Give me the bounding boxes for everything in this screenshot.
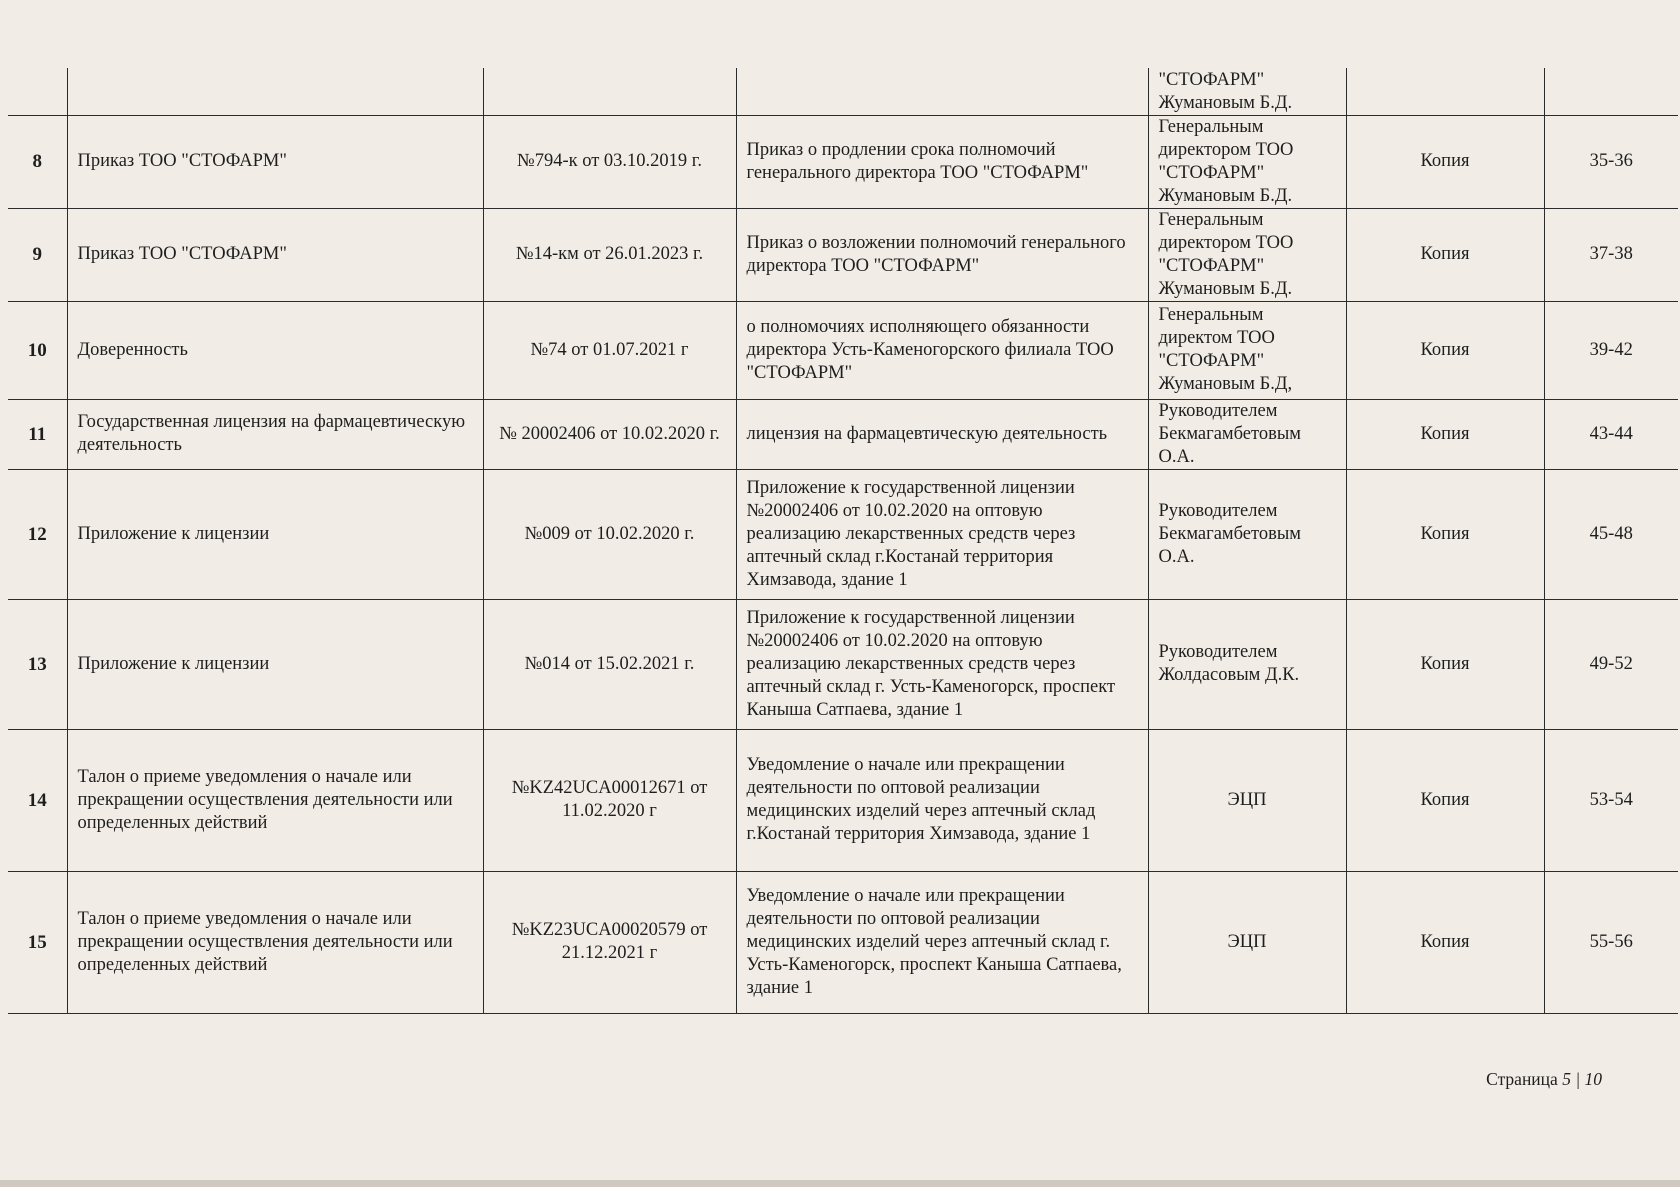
cell-reg: №KZ42UCA00012671 от 11.02.2020 г bbox=[483, 729, 736, 871]
cell-form: Копия bbox=[1346, 871, 1544, 1013]
cell-desc: о полномочиях исполняющего обязанности директора Усть-Каменогорского филиала ТОО "СТОФАРМ" bbox=[736, 301, 1148, 399]
cell-reg bbox=[483, 68, 736, 115]
cell-desc: Приложение к государственной лицензии №20002406 от 10.02.2020 на оптовую реализацию лекарственных средств через аптечный склад г.Костанай территория Химзавода, здание 1 bbox=[736, 469, 1148, 599]
cell-desc bbox=[736, 68, 1148, 115]
cell-reg: №014 от 15.02.2021 г. bbox=[483, 599, 736, 729]
cell-desc: Уведомление о начале или прекращении деятельности по оптовой реализации медицинских изделий через аптечный склад г.Костанай территория Химзавода, здание 1 bbox=[736, 729, 1148, 871]
cell-name: Талон о приеме уведомления о начале или прекращении осуществления деятельности или определенных действий bbox=[67, 871, 483, 1013]
cell-num: 8 bbox=[8, 115, 67, 208]
cell-reg: №74 от 01.07.2021 г bbox=[483, 301, 736, 399]
cell-form: Копия bbox=[1346, 399, 1544, 469]
cell-desc: Приказ о продлении срока полномочий генерального директора ТОО "СТОФАРМ" bbox=[736, 115, 1148, 208]
cell-signer: Генеральным директором ТОО "СТОФАРМ" Жумановым Б.Д. bbox=[1148, 115, 1346, 208]
page-total: 10 bbox=[1584, 1069, 1602, 1089]
cell-signer: ЭЦП bbox=[1148, 729, 1346, 871]
cell-reg: №009 от 10.02.2020 г. bbox=[483, 469, 736, 599]
table-row bbox=[8, 399, 1678, 469]
table-row bbox=[8, 871, 1678, 1013]
cell-num: 14 bbox=[8, 729, 67, 871]
cell-form: Копия bbox=[1346, 729, 1544, 871]
cell-form: Копия bbox=[1346, 301, 1544, 399]
cell-name: Приказ ТОО "СТОФАРМ" bbox=[67, 208, 483, 301]
cell-form bbox=[1346, 68, 1544, 115]
registry-table-body bbox=[8, 68, 1678, 1013]
table-row bbox=[8, 599, 1678, 729]
cell-pages: 43-44 bbox=[1544, 399, 1678, 469]
cell-pages: 49-52 bbox=[1544, 599, 1678, 729]
cell-desc: Уведомление о начале или прекращении деятельности по оптовой реализации медицинских изделий через аптечный склад г. Усть-Каменогорск, проспект Каныша Сатпаева, здание 1 bbox=[736, 871, 1148, 1013]
cell-form: Копия bbox=[1346, 599, 1544, 729]
cell-pages: 39-42 bbox=[1544, 301, 1678, 399]
cell-pages: 35-36 bbox=[1544, 115, 1678, 208]
cell-pages: 45-48 bbox=[1544, 469, 1678, 599]
cell-num: 9 bbox=[8, 208, 67, 301]
table-row bbox=[8, 208, 1678, 301]
cell-signer: "СТОФАРМ" Жумановым Б.Д. bbox=[1148, 68, 1346, 115]
table-row bbox=[8, 115, 1678, 208]
page-footer bbox=[1486, 1069, 1602, 1090]
cell-name: Доверенность bbox=[67, 301, 483, 399]
cell-reg: №14-км от 26.01.2023 г. bbox=[483, 208, 736, 301]
cell-signer: Руководителем Бекмагамбетовым О.А. bbox=[1148, 399, 1346, 469]
cell-num: 12 bbox=[8, 469, 67, 599]
cell-desc: лицензия на фармацевтическую деятельность bbox=[736, 399, 1148, 469]
cell-pages: 37-38 bbox=[1544, 208, 1678, 301]
cell-signer: ЭЦП bbox=[1148, 871, 1346, 1013]
cell-desc: Приложение к государственной лицензии №20002406 от 10.02.2020 на оптовую реализацию лекарственных средств через аптечный склад г. Усть-Каменогорск, проспект Каныша Сатпаева, здание 1 bbox=[736, 599, 1148, 729]
page-current: 5 bbox=[1562, 1069, 1571, 1089]
cell-reg: №KZ23UCA00020579 от 21.12.2021 г bbox=[483, 871, 736, 1013]
cell-pages bbox=[1544, 68, 1678, 115]
scan-bottom-edge bbox=[0, 1180, 1680, 1187]
registry-table bbox=[8, 68, 1678, 1014]
cell-form: Копия bbox=[1346, 115, 1544, 208]
cell-pages: 55-56 bbox=[1544, 871, 1678, 1013]
cell-form: Копия bbox=[1346, 208, 1544, 301]
cell-desc: Приказ о возложении полномочий генерального директора ТОО "СТОФАРМ" bbox=[736, 208, 1148, 301]
table-row bbox=[8, 469, 1678, 599]
page-label: Страница bbox=[1486, 1069, 1558, 1089]
cell-num: 11 bbox=[8, 399, 67, 469]
cell-name bbox=[67, 68, 483, 115]
cell-reg: №794-к от 03.10.2019 г. bbox=[483, 115, 736, 208]
table-row bbox=[8, 729, 1678, 871]
cell-num: 10 bbox=[8, 301, 67, 399]
cell-pages: 53-54 bbox=[1544, 729, 1678, 871]
cell-name: Приложение к лицензии bbox=[67, 469, 483, 599]
cell-reg: № 20002406 от 10.02.2020 г. bbox=[483, 399, 736, 469]
cell-form: Копия bbox=[1346, 469, 1544, 599]
cell-name: Приложение к лицензии bbox=[67, 599, 483, 729]
cell-name: Талон о приеме уведомления о начале или прекращении осуществления деятельности или определенных действий bbox=[67, 729, 483, 871]
cell-signer: Руководителем Жолдасовым Д.К. bbox=[1148, 599, 1346, 729]
cell-signer: Генеральным директором ТОО "СТОФАРМ" Жумановым Б.Д. bbox=[1148, 208, 1346, 301]
cell-signer: Руководителем Бекмагамбетовым О.А. bbox=[1148, 469, 1346, 599]
cell-name: Государственная лицензия на фармацевтическую деятельность bbox=[67, 399, 483, 469]
table-row-continuation bbox=[8, 68, 1678, 115]
cell-signer: Генеральным директом ТОО "СТОФАРМ" Жумановым Б.Д, bbox=[1148, 301, 1346, 399]
cell-num bbox=[8, 68, 67, 115]
cell-num: 13 bbox=[8, 599, 67, 729]
cell-num: 15 bbox=[8, 871, 67, 1013]
page-separator: | bbox=[1575, 1069, 1581, 1089]
cell-name: Приказ ТОО "СТОФАРМ" bbox=[67, 115, 483, 208]
table-row bbox=[8, 301, 1678, 399]
